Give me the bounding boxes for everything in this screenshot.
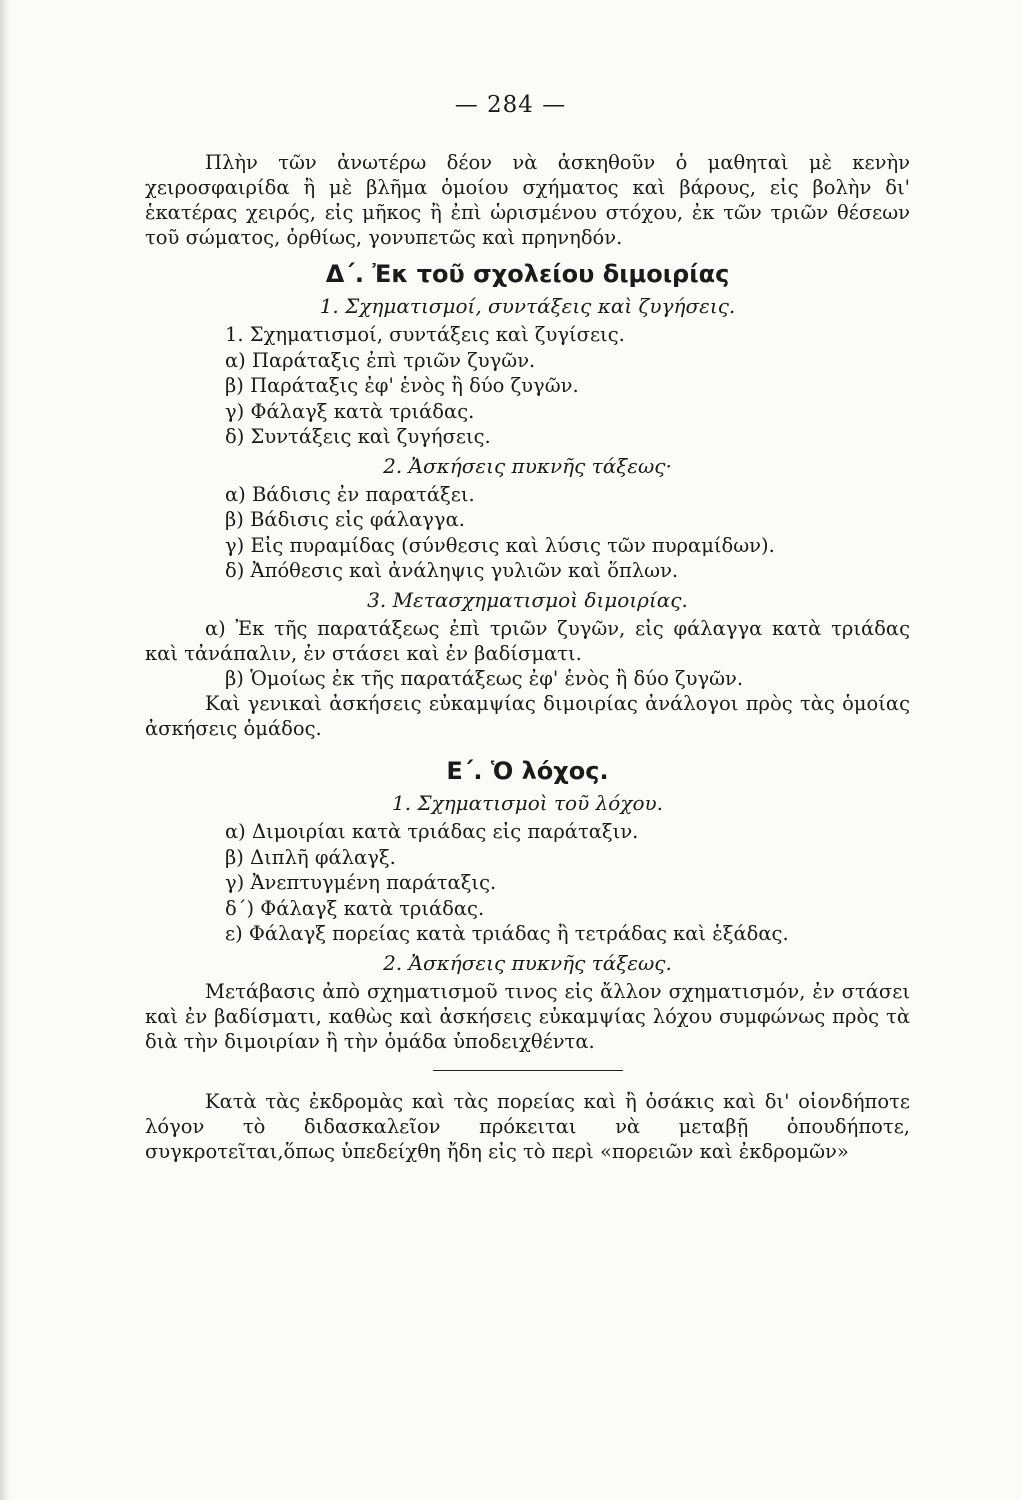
list-item: γ) Ἀνεπτυγμένη παράταξις. [225, 871, 497, 894]
list-item: δ) Συντάξεις καὶ ζυγήσεις. [225, 425, 491, 448]
list-item: α) Διμοιρίαι κατὰ τριάδας εἰς παράταξιν. [225, 820, 639, 843]
section-divider [433, 1070, 623, 1071]
section-d-sub1-lead: 1. Σχηματισμοί, συντάξεις καὶ ζυγίσεις. [225, 323, 625, 346]
section-e-sub2-text: Μετάβασις ἀπὸ σχηματισμοῦ τινος εἰς ἄλλον σχηματισμόν, ἐν στάσει καὶ ἐν βαδίσματι, καθὼς καὶ ἀσκήσεις εὐκαμψίας λόχου συμφώνως πρὸς τὰ διὰ τὴν διμοιρίαν ἢ τὴν ὁμάδα ὑποδειχθέντα. [145, 979, 910, 1053]
list-item: β) Διπλῆ φάλαγξ. [225, 845, 396, 869]
list-item: γ) Εἰς πυραμίδας (σύνθεσις καὶ λύσις τῶν πυραμίδων). [225, 533, 775, 557]
intro-paragraph: Πλὴν τῶν ἀνωτέρω δέον νὰ ἀσκηθοῦν ὁ μαθηταὶ μὲ κενὴν χειροσφαιρίδα ἢ μὲ βλῆμα ὁμοίου σχήματος καὶ βάρους, εἰς βολὴν δι' ἑκατέρας χειρός, εἰς μῆκος ἢ ἐπὶ ὡρισμένου στόχου, ἐκ τῶν τριῶν θέσεων τοῦ σώματος, ὀρθίως, γονυπετῶς καὶ πρηνηδόν. [145, 151, 910, 249]
list-item: γ) Φάλαγξ κατὰ τριάδας. [225, 399, 475, 423]
section-e-sub1-heading: 1. Σχηματισμοὶ τοῦ λόχου. [392, 791, 663, 815]
list-item: α) Παράταξις ἐπὶ τριῶν ζυγῶν. [225, 348, 536, 372]
list-item: β) Παράταξις ἐφ' ἑνὸς ἢ δύο ζυγῶν. [225, 374, 579, 397]
list-item: α) Βάδισις ἐν παρατάξει. [225, 482, 475, 506]
final-paragraph: Κατὰ τὰς ἐκδρομὰς καὶ τὰς πορείας καὶ ἢ ὁσάκις καὶ δι' οἱονδήποτε λόγον τὸ διδασκαλεῖον πρόκειται νὰ μεταβῇ ὁπουδήποτε, συγκροτεῖται,ὅπως ὑπεδείχθη ἤδη εἰς τὸ περὶ «πορειῶν καὶ ἐκδρομῶν» [145, 1089, 910, 1163]
scan-edge [0, 0, 10, 1500]
section-d-sub1-heading: 1. Σχηματισμοί, συντάξεις καὶ ζυγήσεις. [319, 294, 736, 318]
page-number: — 284 — [454, 92, 567, 118]
list-item: δ΄) Φάλαγξ κατὰ τριάδας. [225, 896, 485, 920]
page-body [145, 150, 910, 1164]
section-d-sub3-item-b: β) Ὁμοίως ἐκ τῆς παρατάξεως ἐφ' ἑνὸς ἢ δύο ζυγῶν. [225, 666, 744, 690]
list-item: β) Βάδισις εἰς φάλαγγα. [225, 508, 465, 531]
section-d-sub2-heading: 2. Ἀσκήσεις πυκνῆς τάξεως· [383, 453, 672, 478]
list-item: ε) Φάλαγξ πορείας κατὰ τριάδας ἢ τετράδας καὶ ἑξάδας. [225, 922, 789, 945]
section-e-sub2-heading: 2. Ἀσκήσεις πυκνῆς τάξεως. [383, 950, 672, 975]
section-e-title: Ε΄. Ὁ λόχος. [446, 757, 609, 785]
list-item: δ) Ἀπόθεσις καὶ ἀνάληψις γυλιῶν καὶ ὅπλων. [225, 559, 679, 582]
section-d-title: Δ΄. Ἐκ τοῦ σχολείου διμοιρίας [325, 260, 730, 288]
section-d-sub3-heading: 3. Μετασχηματισμοὶ διμοιρίας. [367, 587, 688, 612]
section-d-sub3-item-a: α) Ἐκ τῆς παρατάξεως ἐπὶ τριῶν ζυγῶν, εἰς φάλαγγα κατὰ τριάδας καὶ τἀνάπαλιν, ἐν στάσει καὶ ἐν βαδίσματι. [145, 616, 910, 665]
section-d-closing: Καὶ γενικαὶ ἀσκήσεις εὐκαμψίας διμοιρίας ἀνάλογοι πρὸς τὰς ὁμοίας ἀσκήσεις ὁμάδος. [145, 692, 910, 740]
